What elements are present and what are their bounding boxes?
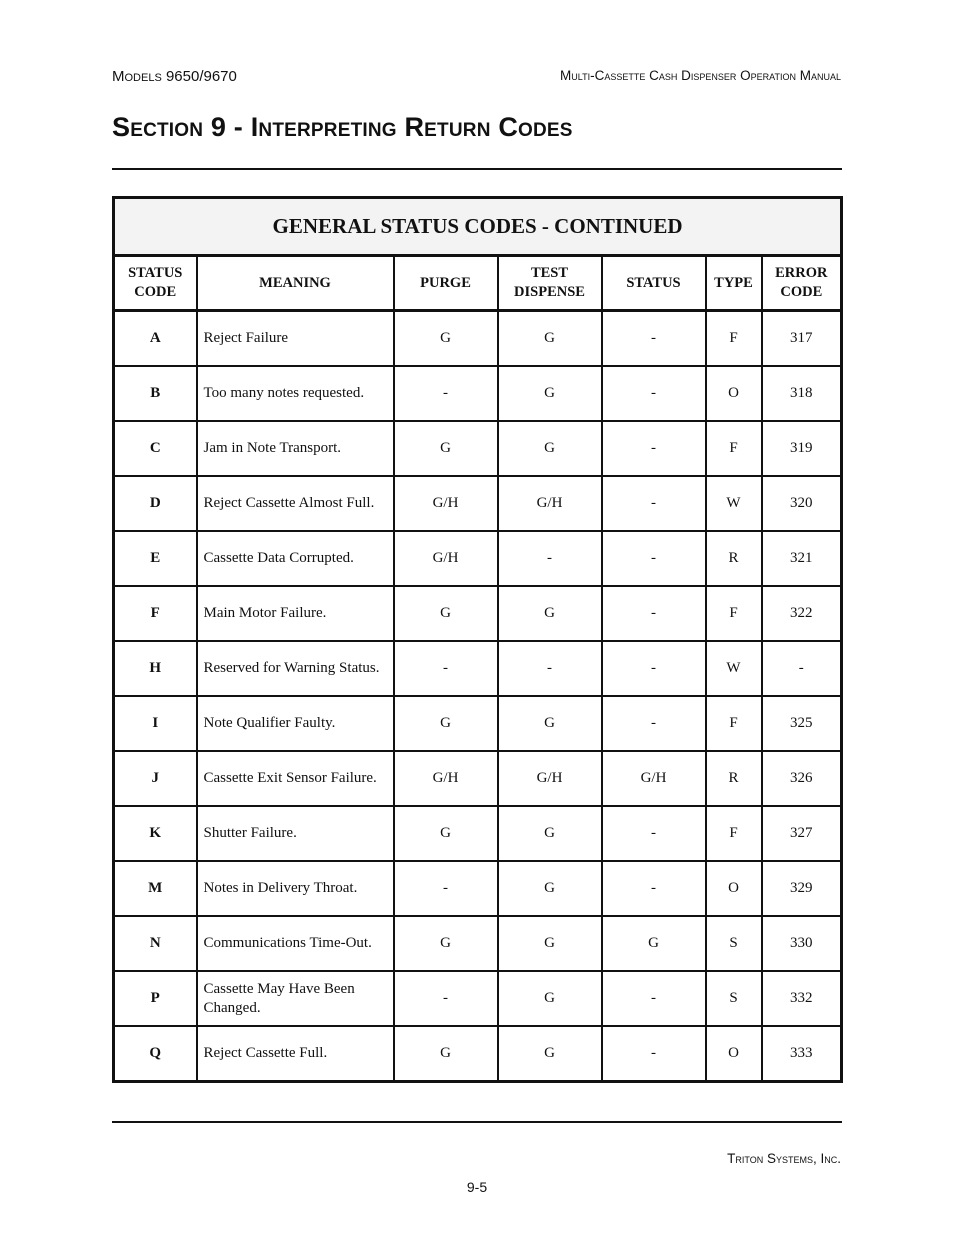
error-code-cell: 320 xyxy=(762,476,842,531)
status-code-header: STATUS CODE xyxy=(114,256,197,311)
status-code-cell: E xyxy=(114,531,197,586)
top-divider xyxy=(112,168,842,170)
status-code-cell: Q xyxy=(114,1026,197,1082)
purge-cell: G/H xyxy=(394,751,498,806)
error-code-cell: 329 xyxy=(762,861,842,916)
meaning-cell: Jam in Note Transport. xyxy=(197,421,394,476)
type-cell: O xyxy=(706,1026,762,1082)
test-dispense-cell: G xyxy=(498,311,602,367)
error-code-cell: 319 xyxy=(762,421,842,476)
table-body xyxy=(114,311,842,1082)
test-dispense-cell: G xyxy=(498,971,602,1026)
table-row xyxy=(114,1026,842,1082)
header-manual-models: Models 9650/9670 xyxy=(112,68,237,85)
table-row xyxy=(114,641,842,696)
test-dispense-cell: G xyxy=(498,586,602,641)
error-code-cell: 327 xyxy=(762,806,842,861)
error-code-cell: 325 xyxy=(762,696,842,751)
type-cell: F xyxy=(706,806,762,861)
purge-cell: G xyxy=(394,311,498,367)
footer-company: Triton Systems, Inc. xyxy=(727,1151,841,1166)
purge-cell: - xyxy=(394,861,498,916)
type-header: TYPE xyxy=(706,256,762,311)
test-dispense-cell: G xyxy=(498,1026,602,1082)
meaning-cell: Cassette May Have Been Changed. xyxy=(197,971,394,1026)
purge-cell: G xyxy=(394,916,498,971)
status-code-cell: D xyxy=(114,476,197,531)
table-row xyxy=(114,311,842,367)
type-cell: S xyxy=(706,971,762,1026)
status-code-cell: B xyxy=(114,366,197,421)
status-cell: - xyxy=(602,806,706,861)
test-dispense-cell: G xyxy=(498,421,602,476)
table-row xyxy=(114,696,842,751)
purge-cell: G xyxy=(394,806,498,861)
status-cell: - xyxy=(602,1026,706,1082)
status-cell: G/H xyxy=(602,751,706,806)
test-dispense-cell: - xyxy=(498,641,602,696)
table-row xyxy=(114,751,842,806)
table-row xyxy=(114,421,842,476)
meaning-cell: Shutter Failure. xyxy=(197,806,394,861)
status-code-cell: F xyxy=(114,586,197,641)
meaning-cell: Reserved for Warning Status. xyxy=(197,641,394,696)
error-code-cell: 326 xyxy=(762,751,842,806)
test-dispense-cell: G xyxy=(498,696,602,751)
status-cell: G xyxy=(602,916,706,971)
status-cell: - xyxy=(602,696,706,751)
meaning-cell: Reject Failure xyxy=(197,311,394,367)
table-title: GENERAL STATUS CODES - CONTINUED xyxy=(114,198,842,256)
error-code-header: ERROR CODE xyxy=(762,256,842,311)
table-row xyxy=(114,806,842,861)
test-dispense-cell: G/H xyxy=(498,476,602,531)
purge-cell: - xyxy=(394,641,498,696)
status-code-cell: P xyxy=(114,971,197,1026)
meaning-cell: Note Qualifier Faulty. xyxy=(197,696,394,751)
test-dispense-cell: G xyxy=(498,916,602,971)
status-cell: - xyxy=(602,861,706,916)
error-code-cell: 322 xyxy=(762,586,842,641)
table-row xyxy=(114,971,842,1026)
meaning-cell: Notes in Delivery Throat. xyxy=(197,861,394,916)
status-code-cell: N xyxy=(114,916,197,971)
status-cell: - xyxy=(602,311,706,367)
type-cell: S xyxy=(706,916,762,971)
type-cell: W xyxy=(706,476,762,531)
purge-cell: G/H xyxy=(394,531,498,586)
type-cell: R xyxy=(706,751,762,806)
table-row xyxy=(114,586,842,641)
test-dispense-cell: G xyxy=(498,806,602,861)
table-row xyxy=(114,861,842,916)
test-dispense-cell: - xyxy=(498,531,602,586)
meaning-cell: Cassette Exit Sensor Failure. xyxy=(197,751,394,806)
purge-cell: G xyxy=(394,421,498,476)
table-row xyxy=(114,531,842,586)
status-codes-table xyxy=(112,196,843,1083)
status-cell: - xyxy=(602,586,706,641)
column-header-row xyxy=(114,256,842,311)
purge-cell: - xyxy=(394,971,498,1026)
error-code-cell: 318 xyxy=(762,366,842,421)
purge-cell: G xyxy=(394,1026,498,1082)
status-cell: - xyxy=(602,641,706,696)
purge-header: PURGE xyxy=(394,256,498,311)
meaning-cell: Too many notes requested. xyxy=(197,366,394,421)
status-cell: - xyxy=(602,366,706,421)
status-code-cell: J xyxy=(114,751,197,806)
status-cell: - xyxy=(602,421,706,476)
type-cell: W xyxy=(706,641,762,696)
meaning-cell: Reject Cassette Full. xyxy=(197,1026,394,1082)
type-cell: F xyxy=(706,421,762,476)
meaning-header: MEANING xyxy=(197,256,394,311)
page-number: 9-5 xyxy=(466,1179,488,1195)
status-header: STATUS xyxy=(602,256,706,311)
type-cell: F xyxy=(706,311,762,367)
status-code-cell: C xyxy=(114,421,197,476)
status-cell: - xyxy=(602,971,706,1026)
error-code-cell: 317 xyxy=(762,311,842,367)
test-dispense-cell: G/H xyxy=(498,751,602,806)
error-code-cell: 332 xyxy=(762,971,842,1026)
test-dispense-cell: G xyxy=(498,861,602,916)
status-cell: - xyxy=(602,531,706,586)
status-code-cell: M xyxy=(114,861,197,916)
type-cell: R xyxy=(706,531,762,586)
test-dispense-cell: G xyxy=(498,366,602,421)
table-row xyxy=(114,916,842,971)
meaning-cell: Communications Time-Out. xyxy=(197,916,394,971)
meaning-cell: Cassette Data Corrupted. xyxy=(197,531,394,586)
table-row xyxy=(114,366,842,421)
status-code-cell: K xyxy=(114,806,197,861)
status-cell: - xyxy=(602,476,706,531)
error-code-cell: 333 xyxy=(762,1026,842,1082)
status-code-cell: A xyxy=(114,311,197,367)
purge-cell: G xyxy=(394,586,498,641)
type-cell: O xyxy=(706,861,762,916)
status-code-cell: I xyxy=(114,696,197,751)
error-code-cell: 321 xyxy=(762,531,842,586)
status-code-cell: H xyxy=(114,641,197,696)
error-code-cell: 330 xyxy=(762,916,842,971)
error-code-cell: - xyxy=(762,641,842,696)
header-manual-title: Multi-Cassette Cash Dispenser Operation Manual xyxy=(560,68,841,83)
type-cell: F xyxy=(706,696,762,751)
type-cell: F xyxy=(706,586,762,641)
meaning-cell: Reject Cassette Almost Full. xyxy=(197,476,394,531)
section-title: Section 9 - Interpreting Return Codes xyxy=(112,112,573,142)
purge-cell: G xyxy=(394,696,498,751)
test-dispense-header: TEST DISPENSE xyxy=(498,256,602,311)
table-row xyxy=(114,476,842,531)
type-cell: O xyxy=(706,366,762,421)
bottom-divider xyxy=(112,1121,842,1123)
meaning-cell: Main Motor Failure. xyxy=(197,586,394,641)
purge-cell: G/H xyxy=(394,476,498,531)
purge-cell: - xyxy=(394,366,498,421)
